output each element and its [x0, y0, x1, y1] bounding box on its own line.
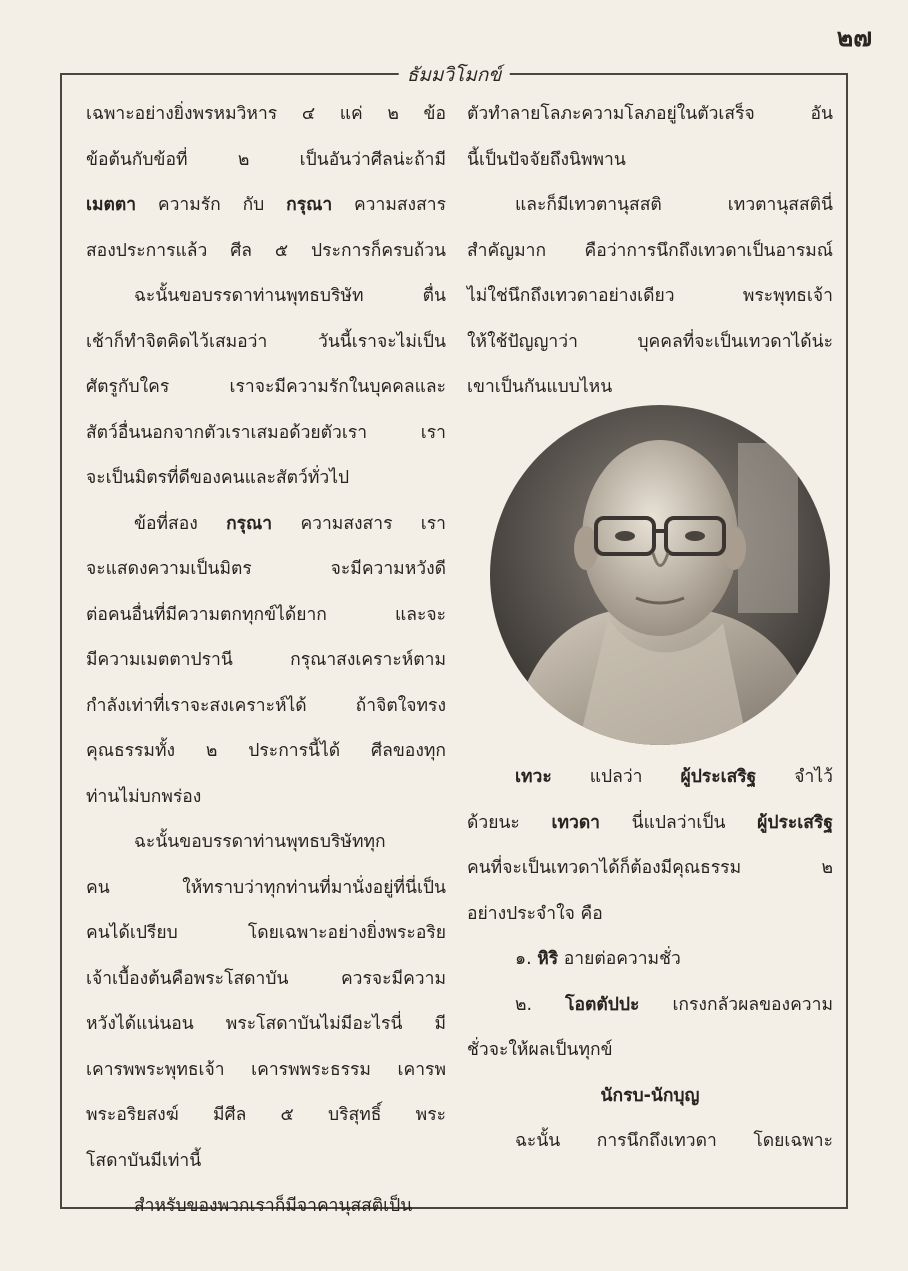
text-line: ข้อที่สอง กรุณา ความสงสาร เรา: [134, 513, 446, 534]
text-line: เจ้าเบื้องต้นคือพระโสดาบัน ควรจะมีความ: [86, 968, 446, 989]
text-line: จะเป็นมิตรที่ดีของคนและสัตว์ทั่วไป: [86, 468, 350, 488]
text-line: ให้ใช้ปัญญาว่า บุคคลที่จะเป็นเทวดาได้น่ะ: [467, 331, 833, 352]
text-line: ฉะนั้น การนึกถึงเทวดา โดยเฉพาะ: [515, 1131, 833, 1151]
page-number: ๒๗: [836, 23, 872, 52]
text-line: พระอริยสงฆ์ มีศีล ๕ บริสุทธิ์ พระ: [86, 1105, 446, 1125]
text-line: ด้วยนะ เทวดา นี่แปลว่าเป็น ผู้ประเสริฐ: [467, 812, 833, 833]
left-column: [86, 92, 446, 1230]
text-line: เทวะ แปลว่า ผู้ประเสริฐ จำไว้: [515, 767, 833, 787]
text-line: ศัตรูกับใคร เราจะมีความรักในบุคคลและ: [86, 377, 446, 397]
running-header: ธัมมวิโมกข์: [399, 60, 510, 90]
text-line: อย่างประจำใจ คือ: [467, 903, 603, 924]
text-line: เขาเป็นกันแบบไหน: [467, 377, 613, 397]
text-line: ฉะนั้นขอบรรดาท่านพุทธบริษัท ตื่น: [134, 286, 446, 306]
text-line: ตัวทำลายโลภะความโลภอยู่ในตัวเสร็จ อัน: [467, 104, 833, 124]
text-line: และก็มีเทวตานุสสติ เทวตานุสสตินี่: [515, 195, 833, 215]
text-line: ต่อคนอื่นที่มีความตกทุกข์ได้ยาก และจะ: [86, 604, 446, 625]
text-line: คุณธรรมทั้ง ๒ ประการนี้ได้ ศีลของทุก: [86, 741, 446, 761]
text-line: สำคัญมาก คือว่าการนึกถึงเทวดาเป็นอารมณ์: [467, 240, 833, 261]
text-line: ข้อต้นกับข้อที่ ๒ เป็นอันว่าศีลน่ะถ้ามี: [86, 149, 446, 170]
monk-portrait-photo: [488, 403, 832, 747]
text-line: ๑. หิริ อายต่อความชั่ว: [515, 949, 681, 969]
right-column-bottom: [467, 755, 833, 1165]
text-line: จะแสดงความเป็นมิตร จะมีความหวังดี: [86, 559, 446, 579]
text-line: เมตตา ความรัก กับ กรุณา ความสงสาร: [86, 195, 446, 215]
right-column-top: [467, 92, 833, 411]
text-line: โสดาบันมีเท่านี้: [86, 1150, 202, 1171]
text-line: ชั่วจะให้ผลเป็นทุกข์: [467, 1040, 613, 1060]
text-line: ไม่ใช่นึกถึงเทวดาอย่างเดียว พระพุทธเจ้า: [467, 286, 833, 306]
text-line: เคารพพระพุทธเจ้า เคารพพระธรรม เคารพ: [86, 1059, 446, 1080]
text-line: เช้าก็ทำจิตคิดไว้เสมอว่า วันนี้เราจะไม่เป็น: [86, 331, 446, 352]
text-line: คนได้เปรียบ โดยเฉพาะอย่างยิ่งพระอริย: [86, 923, 446, 943]
text-line: นี้เป็นปัจจัยถึงนิพพาน: [467, 149, 626, 170]
page-frame: [60, 64, 848, 1216]
text-line: กำลังเท่าที่เราจะสงเคราะห์ได้ ถ้าจิตใจทรง: [86, 695, 446, 716]
text-line: หวังได้แน่นอน พระโสดาบันไม่มีอะไรนี่ มี: [86, 1014, 446, 1034]
text-line: ท่านไม่บกพร่อง: [86, 786, 202, 807]
text-line: ๒. โอตตัปปะ เกรงกลัวผลของความ: [515, 994, 833, 1015]
text-line: สัตว์อื่นนอกจากตัวเราเสมอด้วยตัวเรา เรา: [86, 422, 446, 443]
text-line: คนที่จะเป็นเทวดาได้ก็ต้องมีคุณธรรม ๒: [467, 858, 833, 878]
text-line: ฉะนั้นขอบรรดาท่านพุทธบริษัททุก: [134, 832, 386, 852]
text-line: สำหรับของพวกเราก็มีจาคานุสสติเป็น: [134, 1196, 413, 1216]
text-line: สองประการแล้ว ศีล ๕ ประการก็ครบถ้วน: [86, 240, 446, 261]
text-line: คน ให้ทราบว่าทุกท่านที่มานั่งอยู่ที่นี่เป็น: [86, 877, 446, 898]
text-line: มีความเมตตาปรานี กรุณาสงเคราะห์ตาม: [86, 650, 446, 670]
text-line: เฉพาะอย่างยิ่งพรหมวิหาร ๔ แค่ ๒ ข้อ: [86, 104, 446, 124]
text-line: นักรบ-นักบุญ: [600, 1085, 700, 1106]
